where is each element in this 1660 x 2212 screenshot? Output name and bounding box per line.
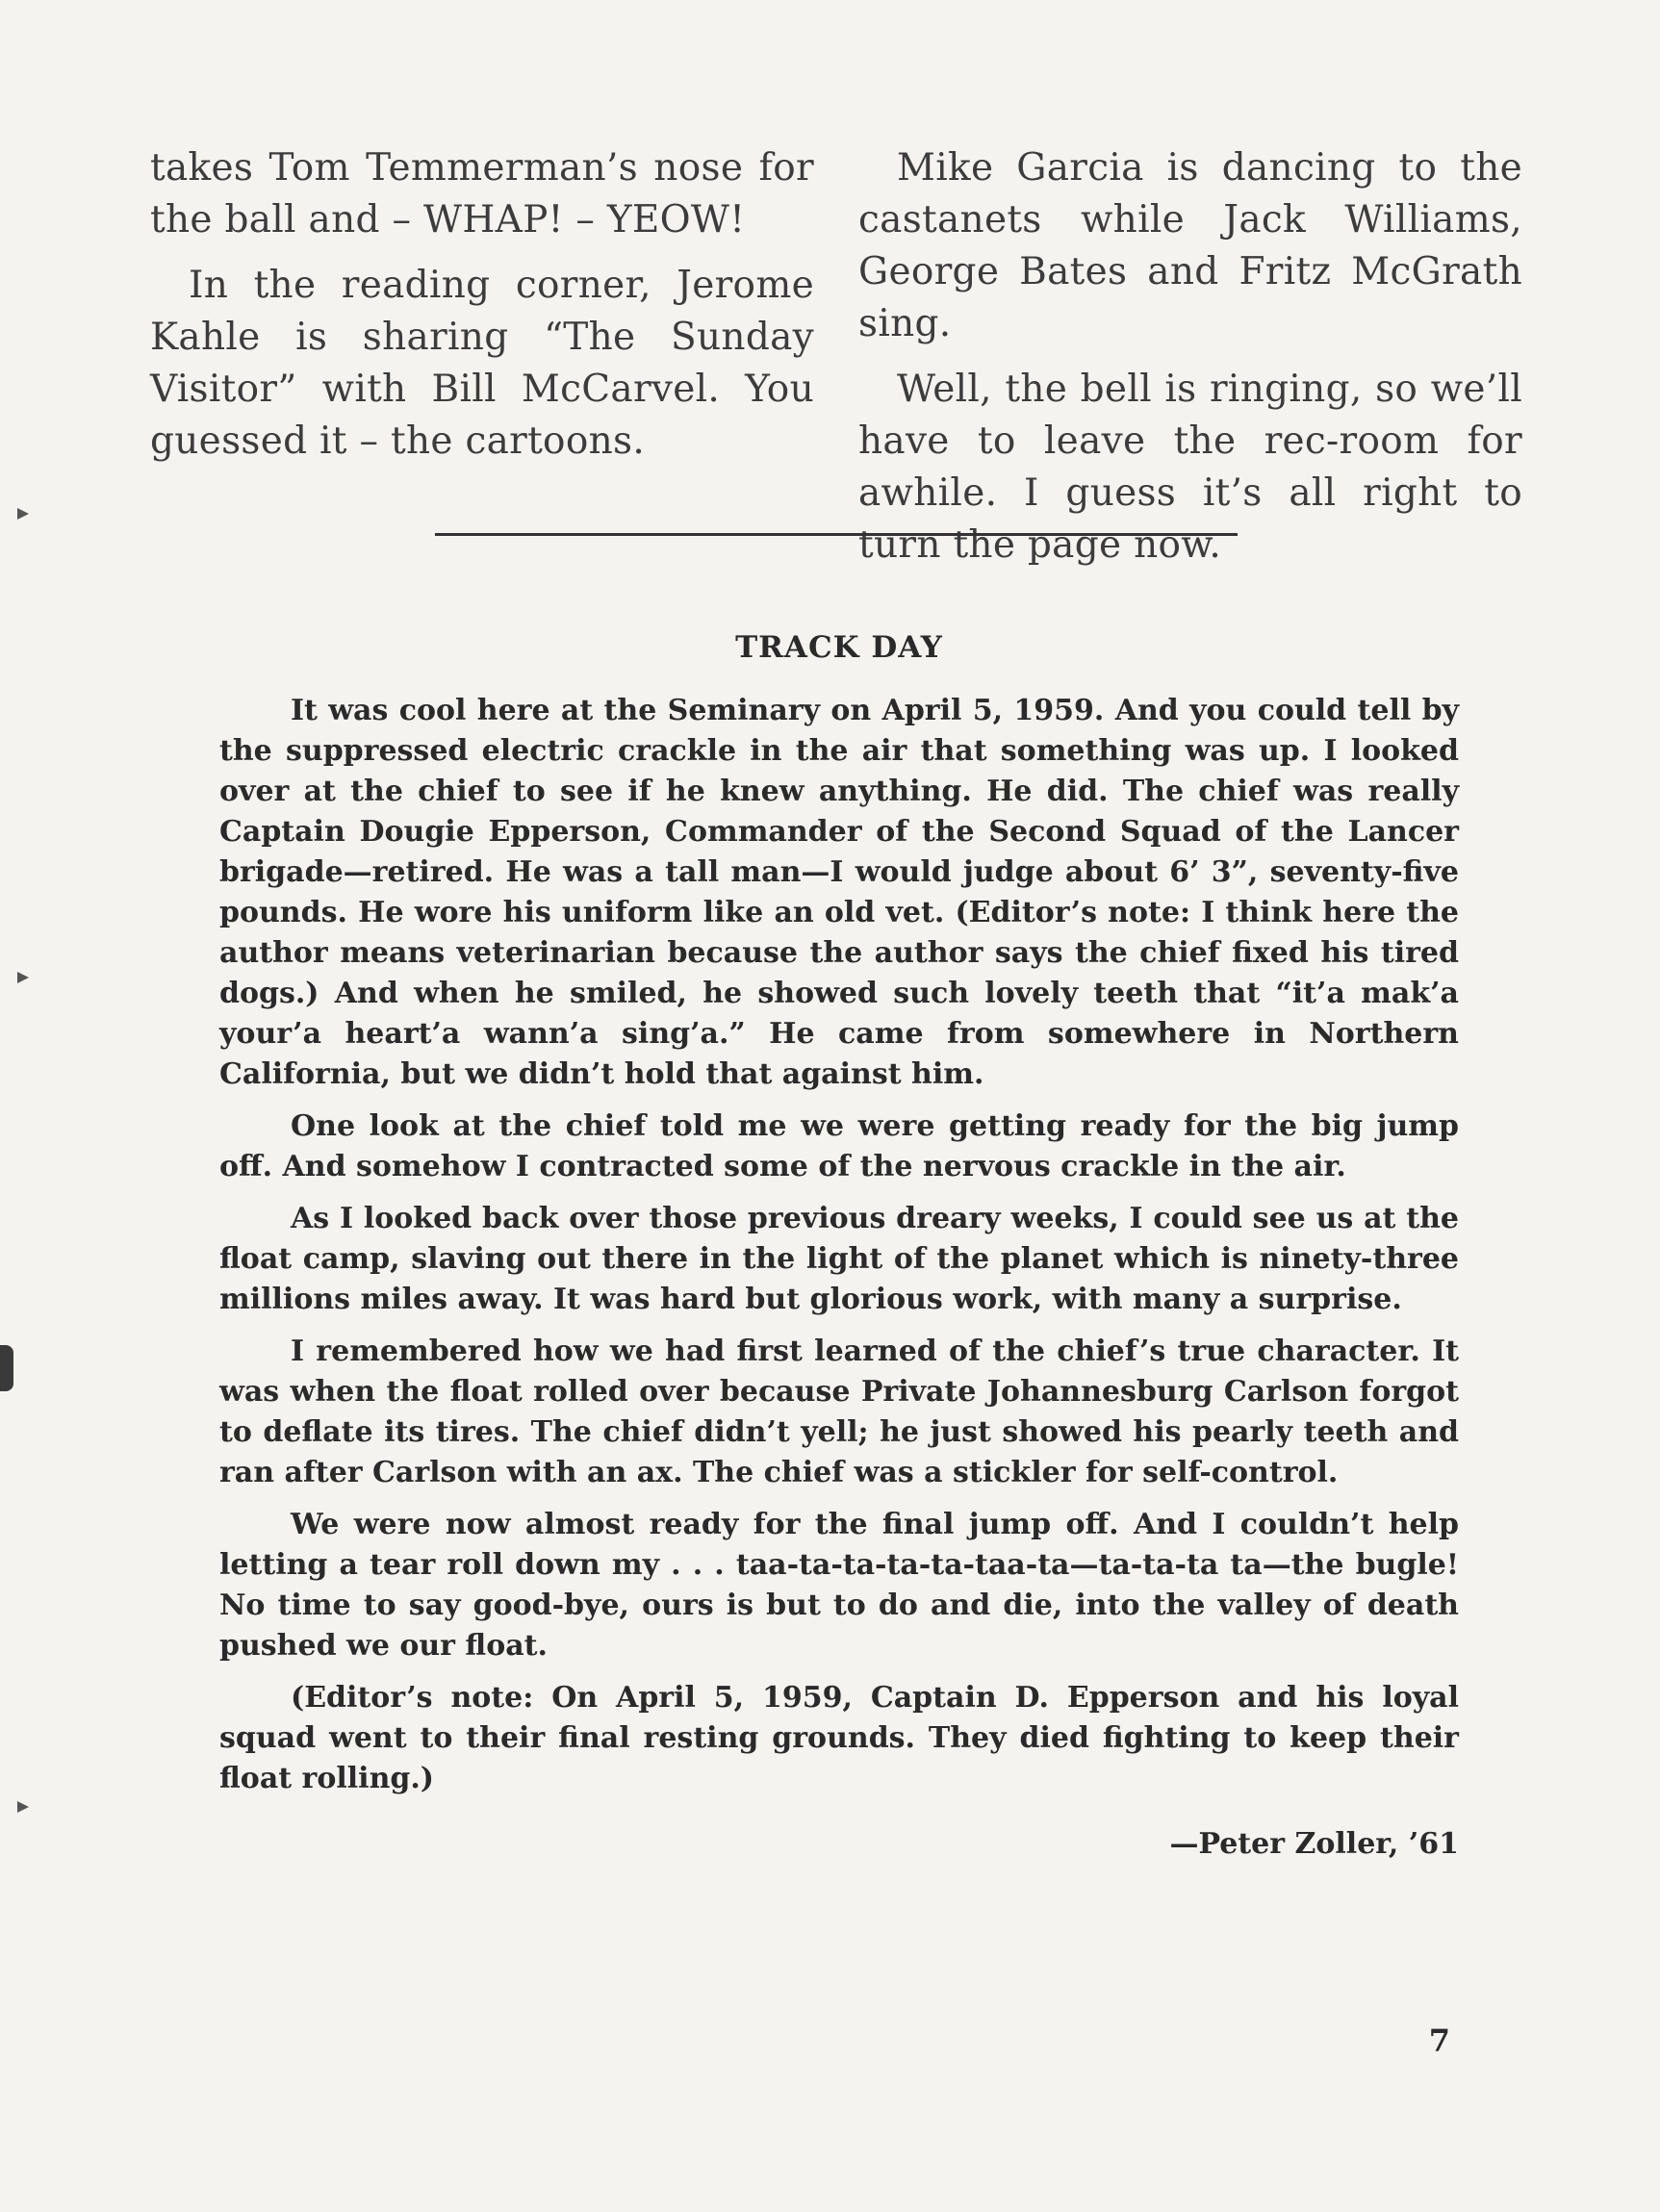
article-paragraph: It was cool here at the Seminary on April 5, 1959. And you could tell by the suppressed electric crackle in the air that something was up. I looked over at the chief to see if he knew anything. He did. The chief was really Captain Dougie Epperson, Commander of the Second Squad of the Lancer brigade—retired. He was a tall man—I would judge about 6’ 3”, seventy-five pounds. He wore his uniform like an old vet. (Editor’s note: I think here the author means veterinarian because the author says the chief fixed his tired dogs.) And when he smiled, he showed such lovely teeth that “it’a mak’a your’a heart’a wann’a sing’a.” He came from somewhere in Northern California, but we didn’t hold that against him. [219, 694, 1459, 1091]
left-text-column [150, 142, 814, 481]
article-paragraph: I remembered how we had first learned of the chief’s true character. It was when the float rolled over because Private Johannesburg Carlson forgot to deflate its tires. The chief didn’t yell; he just showed his pearly teeth and ran after Carlson with an ax. The chief was a stickler for self-control. [219, 1335, 1459, 1489]
article-paragraph: We were now almost ready for the final jump off. And I couldn’t help letting a tear roll down my . . . taa-ta-ta-ta-ta-taa-ta—ta-ta-ta ta—the bugle! No time to say good-bye, ours is but to do and die, into the valley of death pushed we our float. [219, 1508, 1459, 1663]
page-number: 7 [1428, 2022, 1450, 2059]
left-paragraph-2: In the reading corner, Jerome Kahle is sharing “The Sunday Visitor” with Bill McCarvel. You guessed it – the cartoons. [150, 264, 814, 463]
section-divider [435, 533, 1238, 536]
article-paragraph: One look at the chief told me we were getting ready for the big jump off. And somehow I contracted some of the nervous crackle in the air. [219, 1109, 1459, 1183]
binding-tick [17, 1801, 29, 1813]
binding-tick [17, 508, 29, 520]
right-paragraph-1: Mike Garcia is dancing to the castanets while Jack Williams, George Bates and Fritz McGrath sing. [858, 146, 1522, 345]
right-paragraph-2: Well, the bell is ringing, so we’ll have to leave the rec-room for awhile. I guess it’s all right to turn the page now. [858, 368, 1522, 567]
author-byline: —Peter Zoller, ’61 [1169, 1827, 1459, 1861]
article-paragraph: As I looked back over those previous dreary weeks, I could see us at the float camp, slaving out there in the light of the planet which is ninety-three millions miles away. It was hard but glorious work, with many a surprise. [219, 1202, 1459, 1316]
binding-tick [17, 972, 29, 983]
editor-note-paragraph: (Editor’s note: On April 5, 1959, Captain D. Epperson and his loyal squad went to their final resting grounds. They died fighting to keep their float rolling.) [219, 1681, 1459, 1795]
track-day-article [219, 627, 1459, 1876]
right-text-column [858, 142, 1522, 585]
article-title: TRACK DAY [735, 630, 943, 665]
binding-hole [0, 1345, 13, 1391]
left-paragraph-1: takes Tom Temmerman’s nose for the ball and – WHAP! – YEOW! [150, 146, 814, 242]
